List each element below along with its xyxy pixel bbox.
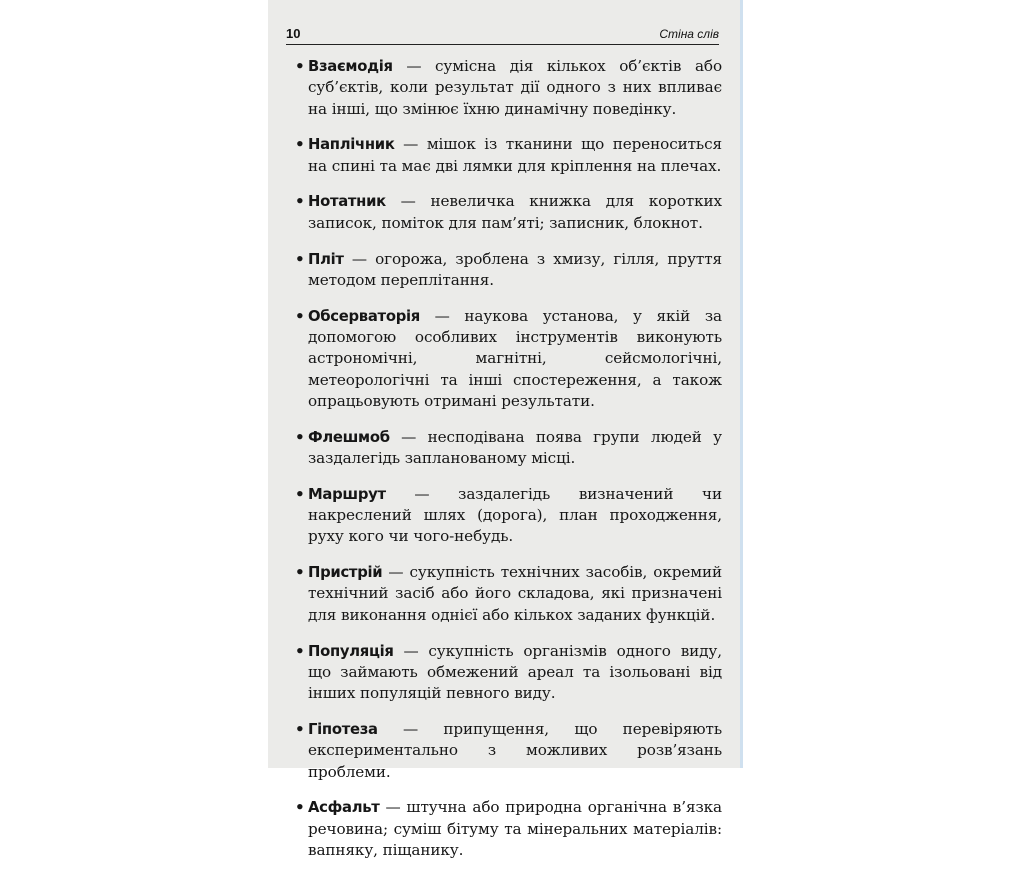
bullet-icon: • xyxy=(295,563,305,582)
glossary-definition: — наукова установа, у якій за допомогою особливих інструментів виконують астрономічні, магнітні, сейсмологічні, метеорологічні та інші спостереження, а також опрацьовують отримані результати. xyxy=(308,306,722,410)
glossary-definition: — штучна або природна органічна в’язка речовина; суміш бітуму та мінеральних матеріалів: вапняку, піщанику. xyxy=(308,798,722,859)
bullet-icon: • xyxy=(295,798,305,817)
glossary-definition: — сукупність технічних засобів, окремий технічний засіб або його складова, які призначені для виконання однієї або кількох заданих функцій. xyxy=(308,563,722,624)
glossary-definition: — припущення, що перевіряють експериментально з можливих розв’язань проблеми. xyxy=(308,719,722,781)
glossary-definition: — сукупність організмів одного виду, що займають обмежений ареал та ізольовані від інших популяцій певного виду. xyxy=(308,641,722,703)
glossary-definition: — несподівана поява групи людей у заздалегідь запланованому місці. xyxy=(308,427,722,467)
glossary-entry xyxy=(295,427,722,470)
glossary-entry xyxy=(295,56,722,120)
glossary-term: Асфальт xyxy=(308,799,380,817)
bullet-icon: • xyxy=(295,484,305,503)
book-page xyxy=(268,0,743,859)
glossary-term: Пристрій xyxy=(308,564,383,582)
glossary-entry xyxy=(295,719,722,783)
glossary-term: Маршрут xyxy=(308,485,386,503)
bullet-icon: • xyxy=(295,427,305,446)
bullet-icon: • xyxy=(295,192,305,211)
bullet-icon: • xyxy=(295,306,305,325)
glossary-entry xyxy=(295,797,722,861)
glossary-entry xyxy=(295,641,722,705)
glossary-list xyxy=(295,56,722,876)
glossary-term: Гіпотеза xyxy=(308,720,378,738)
glossary-term: Флешмоб xyxy=(308,428,390,446)
bullet-icon: • xyxy=(295,249,305,268)
bullet-icon: • xyxy=(295,57,305,75)
bullet-icon: • xyxy=(295,641,305,660)
bullet-icon: • xyxy=(295,135,305,154)
running-title: Стіна слів xyxy=(659,27,719,41)
glossary-term: Взаємодія xyxy=(308,58,393,75)
glossary-entry xyxy=(295,306,722,412)
glossary-definition: — сумісна дія кількох об’єктів або суб’єктів, коли результат дії одного з них впливає на інші, що змінює їхню динамічну поведінку. xyxy=(308,57,722,118)
glossary-term: Нотатник xyxy=(308,193,386,211)
glossary-entry xyxy=(295,191,722,234)
glossary-definition: — невеличка книжка для коротких записок, поміток для пам’яті; записник, блокнот. xyxy=(308,192,722,232)
glossary-term: Популяція xyxy=(308,642,394,660)
glossary-definition: — огорожа, зроблена з хмизу, гілля, пруття методом переплітання. xyxy=(308,249,722,289)
glossary-entry xyxy=(295,484,722,548)
glossary-term: Пліт xyxy=(308,250,344,268)
bullet-icon: • xyxy=(295,719,305,738)
glossary-term: Наплічник xyxy=(308,136,395,154)
glossary-definition: — мішок із тканини що переноситься на спині та має дві лямки для кріплення на плечах. xyxy=(308,135,722,175)
glossary-entry xyxy=(295,562,722,626)
glossary-entry xyxy=(295,134,722,177)
page-header xyxy=(286,24,719,45)
glossary-term: Обсерваторія xyxy=(308,307,420,325)
glossary-entry xyxy=(295,249,722,292)
glossary-definition: — заздалегідь визначений чи накреслений шлях (дорога), план проходження, руху кого чи чого-небудь. xyxy=(308,484,722,546)
page-number: 10 xyxy=(286,26,301,41)
